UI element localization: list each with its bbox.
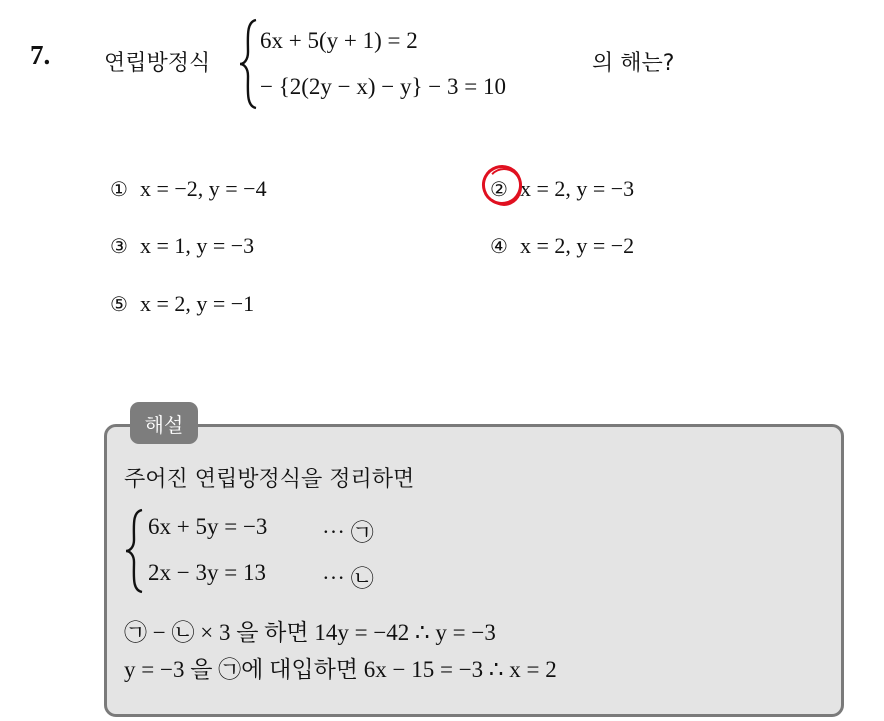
choice-number: ⑤ bbox=[110, 292, 128, 316]
question-number: 7. bbox=[30, 40, 51, 70]
solution-intro: 주어진 연립방정식을 정리하면 bbox=[124, 467, 415, 492]
choice-text: x = −2, y = −4 bbox=[139, 176, 267, 201]
question-equation-1: 6x + 5(y + 1) = 2 bbox=[260, 28, 418, 53]
system-brace bbox=[238, 18, 260, 110]
choice-number: ① bbox=[110, 177, 128, 201]
answer-check-mark-stroke bbox=[486, 168, 522, 206]
question-equation-2: − {2(2y − x) − y} − 3 = 10 bbox=[260, 74, 507, 99]
question-prompt: 연립방정식 bbox=[104, 51, 211, 76]
choice-number: ③ bbox=[110, 234, 128, 258]
choice-4[interactable] bbox=[490, 233, 634, 259]
choice-3[interactable] bbox=[110, 233, 254, 259]
choice-text: x = 2, y = −3 bbox=[519, 176, 635, 201]
choice-5[interactable] bbox=[110, 291, 254, 317]
solution-tag: 해설 bbox=[130, 402, 198, 444]
solution-step-2: y = −3 을 ㉠에 대입하면 6x − 15 = −3 ∴ x = 2 bbox=[124, 657, 557, 682]
choice-number: ④ bbox=[490, 234, 508, 258]
choice-number: ② bbox=[490, 177, 508, 201]
solution-system-brace bbox=[124, 508, 146, 594]
solution-equation-2-label: ⋯ ㉡ bbox=[322, 566, 374, 591]
question-tail: 의 해는? bbox=[592, 51, 675, 76]
solution-equation-2: 2x − 3y = 13 bbox=[148, 560, 266, 585]
choice-text: x = 1, y = −3 bbox=[139, 233, 255, 258]
solution-equation-1: 6x + 5y = −3 bbox=[148, 514, 268, 539]
choice-text: x = 2, y = −2 bbox=[519, 233, 635, 258]
solution-step-1: ㉠ − ㉡ × 3 을 하면 14y = −42 ∴ y = −3 bbox=[124, 620, 496, 645]
choice-1[interactable] bbox=[110, 176, 267, 202]
choice-text: x = 2, y = −1 bbox=[139, 291, 255, 316]
solution-equation-1-label: ⋯ ㉠ bbox=[322, 520, 374, 545]
